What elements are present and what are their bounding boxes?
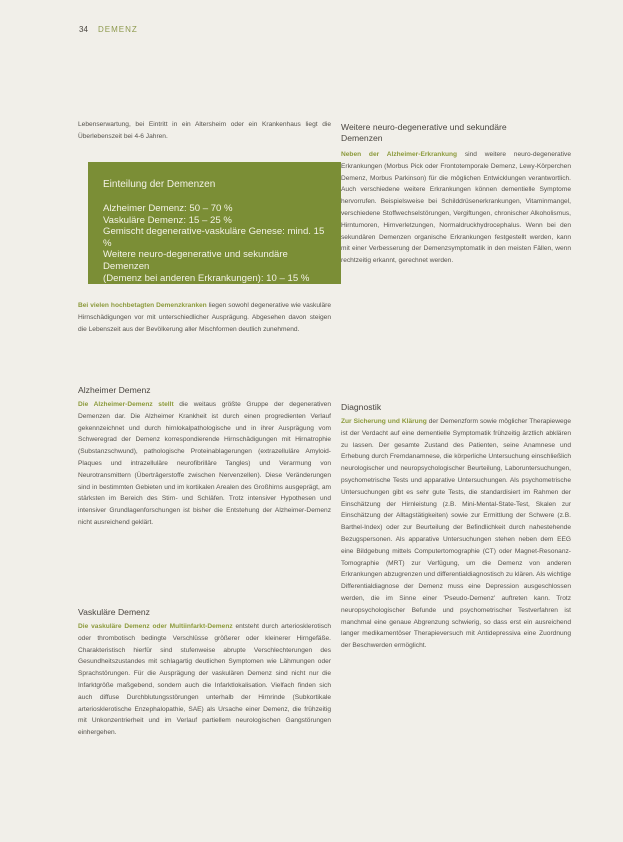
diagnostics-paragraph: [341, 416, 571, 652]
section-heading: Weitere neuro-degenerative und sekundäre: [341, 122, 507, 132]
box-item: Weitere neuro-degenerative und sekundäre Demenzen: [103, 249, 288, 272]
elderly-section: [78, 300, 331, 335]
box-item: Vaskuläre Demenz: 15 – 25 %: [103, 214, 232, 226]
box-item: Gemischt degenerative-vaskuläre Genese: mind. 15 %: [103, 226, 325, 249]
body-text: die weitaus größte Gruppe der degenerativen Demenzen dar. Die Alzheimer Krankheit ist durch einen progredienten Verlauf gekennzeichnet und durch hirnlokalpathologische und in ihrer Ausprägung vom Schweregrad der Demenz korrespondierende Hirnschädigungen mit Hirnatrophie (Substanzschwund), pathologische Proteinablagerungen (extrazelluläre Amyloid-Plaques und intrazelluläre neurofibrilläre Tangles) und Verarmung von Neurotransmittern (Überträgerstoffe zwischen Nervenzellen). Diese Veränderungen sind in bestimmten Gebieten und im kortikalen Arealen des Großhirns ausgeprägt, am stärksten im Bereich des Stirn- und Schläfen. Trotz intensiver Hypothesen und intensiver Grundlagenforschungen ist bisher die Entstehung der Alzheimer-Demenz nicht ausreichend geklärt.: [78, 401, 331, 526]
section-heading-continued: Demenzen: [341, 133, 383, 143]
section-heading: Diagnostik: [341, 402, 382, 412]
box-title: Einteilung der Demenzen: [103, 179, 216, 190]
body-text: sind weitere neuro-degenerative Erkrankungen (Morbus Pick oder Frontotemporale Demenz, Lewy-Körperchen Demenz, Morbus Parkinson) für die möglichen Entwicklungen verantwortlich. Auch verschiedene weitere Erkrankungen können dementielle Symptome hervorrufen. Beispielsweise bei Schilddrüsenerkrankungen, Vitaminmangel, verschiedene Stoffwechselstörungen, Vergiftungen, chronischer Alkoholismus, Hirntumoren, Hirnverletzungen, Normaldruckhydrocephalus. Wenn bei den sekundären Demenzen organische Erkrankungen festgestellt werden, kann mit einer Verbesserung der Demenzsymptomatik in den meisten Fällen, wenn rechtzeitig erkannt, gerechnet werden.: [341, 151, 571, 265]
intro-paragraph: [78, 119, 331, 143]
body-text: liegen sowohl degenerative wie vaskuläre Hirnschädigungen vor mit unterschiedlicher Ausprägung. Abgesehen davon steigen die Lebenszeit aus der Bevölkerung aller Mischformen deutlich zunehmend.: [78, 302, 332, 333]
classification-box: [88, 162, 341, 284]
body-text: entsteht durch arteriosklerotisch oder thrombotisch bedingte Verschlüsse größerer oder kleinerer Hirngefäße. Charakteristisch hierfür sind stufenweise abrupte Verschlechterungen des Gesundheitszustandes mit schlagartig deutlichen Symptomen wie Lähmungen oder Sprachstörungen. Für die Ausprägung der vaskulären Demenz sind nicht nur die Infarktgröße maßgebend, sondern auch die Infarktlokalisation. Vielfach finden sich auch diffuse Durchblutungsstörungen unterhalb der Hirnrinde (Subkortikale arteriosklerotische Enzephalopathie, SAE) als Ursache einer Demenz, die frühzeitig mit Unkonzentrierheit und im Verlauf partiellem neurologischen Gangstörungen einhergehen.: [78, 623, 331, 737]
alzheimer-section: [78, 385, 331, 529]
intro-text: Lebenserwartung, bei Eintritt in ein Altersheim oder ein Krankenhaus liegt die Überlebenszeit bei 4-6 Jahren.: [78, 121, 331, 140]
lead-text: Neben der Alzheimer-Erkrankung: [341, 151, 458, 158]
box-item: (Demenz bei anderen Erkrankungen): 10 – 15 %: [103, 272, 310, 284]
further-dementias-section: [341, 122, 571, 267]
section-heading: Vaskuläre Demenz: [78, 607, 150, 617]
lead-text: Zur Sicherung und Klärung: [341, 418, 427, 425]
diagnostics-section: [341, 402, 571, 652]
box-list: [103, 203, 335, 284]
elderly-paragraph: [78, 300, 331, 335]
lead-text: Die vaskuläre Demenz oder Multiinfarkt-Demenz: [78, 623, 233, 630]
lead-text: Bei vielen hochbetagten Demenzkranken: [78, 302, 207, 309]
page-number: 34: [79, 25, 88, 34]
alzheimer-paragraph: [78, 399, 331, 529]
running-title: DEMENZ: [98, 25, 138, 34]
vascular-section: [78, 607, 331, 739]
body-text: der Demenzform sowie möglicher Therapiewege ist der Verdacht auf eine dementielle Symptomatik frühzeitig ärztlich abklären zu lassen. Der gesamte Zustand des Patienten, seine Anamnese und Erhebung durch Fremdanamnese, die körperliche Untersuchung einschließlich neurologischer und neuropsychologischer Beurteilung, Laboruntersuchungen, psychometrische Tests und apparative Untersuchungen. Als psychometrische Untersuchungen gibt es sehr gute Tests, die standardisiert im Rahmen der Einschätzung der Hirnleistung (z.B. Mini-Mental-State-Test, Skalen zur Einschätzung der Alltagstätigkeiten) sowie zur Ermittlung der Schwere (z.B. Barthel-Index) oder zur Beurteilung der Befindlichkeit durch nahestehende Bezugspersonen. Als apparative Untersuchungen stehen neben dem EEG eine Bildgebung mittels Computertomographie (CT) oder Magnet-Resonanz-Tomographie (MRT) zur Verfügung, um die Demenz von anderen Erkrankungen abzugrenzen und differentialdiagnostisch zu klären. Als wichtige Differentialdiagnose der Demenz muss eine Depression ausgeschlossen werden, die im Sinne einer 'Pseudo-Demenz' auftreten kann. Trotz neuropsychologischer Befunde und psychometrischer Testverfahren ist manchmal eine genaue Abgrenzung schwierig, so dass erst ein ausreichend langer medikamentöser Therapieversuch mit Antidepressiva eine Zuordnung der Beschwerden ermöglicht.: [341, 418, 571, 650]
further-paragraph: [341, 149, 571, 267]
section-heading: Alzheimer Demenz: [78, 385, 151, 395]
lead-text: Die Alzheimer-Demenz stellt: [78, 401, 174, 408]
box-item: Alzheimer Demenz: 50 – 70 %: [103, 203, 233, 214]
vascular-paragraph: [78, 621, 331, 739]
